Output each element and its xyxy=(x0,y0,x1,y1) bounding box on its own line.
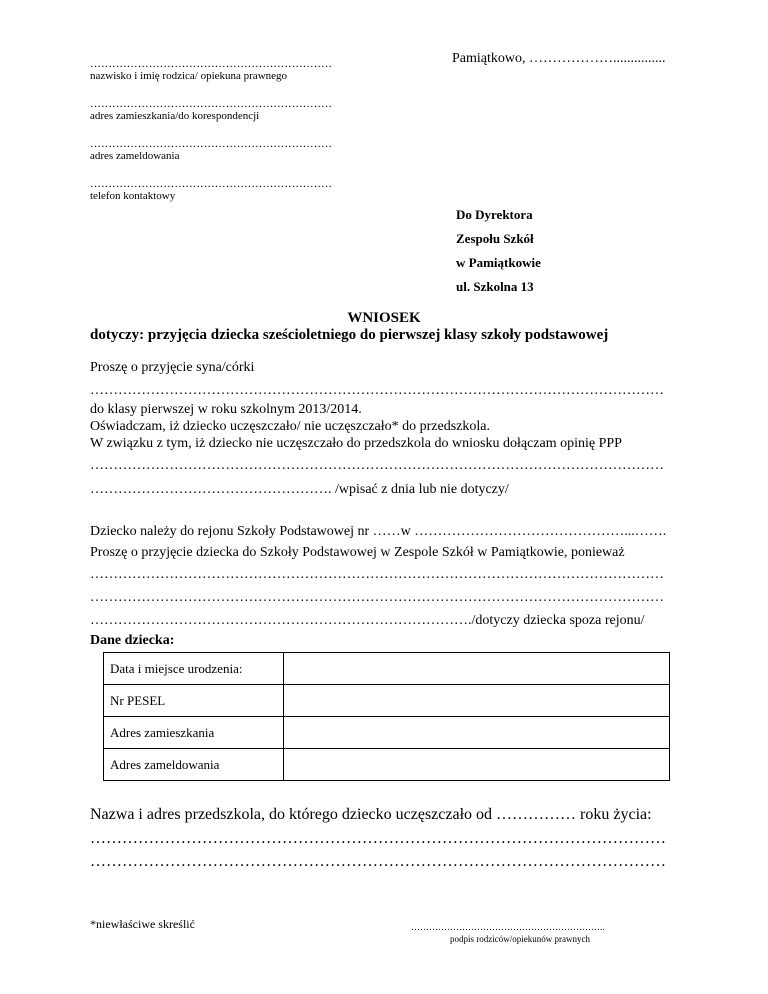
table-row xyxy=(104,653,670,685)
document-subtitle: dotyczy: przyjęcia dziecka sześcioletniego do pierwszej klasy szkoły podstawowej xyxy=(90,327,609,343)
document-title: WNIOSEK xyxy=(347,310,421,326)
phone-label: telefon kontaktowy xyxy=(90,190,176,202)
footnote-text: *niewłaściwe skreślić xyxy=(90,917,195,931)
district-line[interactable]: Dziecko należy do rejonu Szkoły Podstawowej nr ……w ………………………………………...……. xyxy=(90,524,667,539)
table-row xyxy=(104,717,670,749)
addressee-line-3: w Pamiątkowie xyxy=(456,255,541,270)
request-text: Proszę o przyjęcie syna/córki xyxy=(90,360,255,375)
table-row xyxy=(104,685,670,717)
pesel-field[interactable] xyxy=(284,685,670,717)
reason-text: Proszę o przyjęcie dziecka do Szkoły Podstawowej w Zespole Szkół w Pamiątkowie, ponieważ xyxy=(90,545,625,560)
signature-label: podpis rodziców/opiekunów prawnych xyxy=(450,934,590,944)
ppp-text: W związku z tym, iż dziecko nie uczęszczało do przedszkola do wniosku dołączam opinię PPP xyxy=(90,436,622,451)
preschool-dots-line-2[interactable]: ……………………………………………………………………………………………… xyxy=(90,853,666,870)
phone-line[interactable]: ………………………………………………………… xyxy=(90,178,332,190)
preschool-question[interactable]: Nazwa i adres przedszkola, do którego dziecko uczęszczało od …………… roku życia: xyxy=(90,806,652,823)
reason-dots-line-2[interactable]: …………………………………………………………………………………………………………… xyxy=(90,590,664,605)
child-data-table xyxy=(103,652,670,781)
registered-address-line[interactable]: ………………………………………………………… xyxy=(90,138,332,150)
class-year-text: do klasy pierwszej w roku szkolnym 2013/2014. xyxy=(90,402,362,417)
birth-date-place-label: Data i miejsce urodzenia: xyxy=(104,653,284,685)
child-address-field[interactable] xyxy=(284,717,670,749)
signature-line[interactable]: ……………………………………………………….. xyxy=(411,922,605,932)
parent-name-line[interactable]: ………………………………………………………… xyxy=(90,58,332,70)
table-row xyxy=(104,749,670,781)
ppp-fill-line[interactable]: ……………………………………………. /wpisać z dnia lub nie dotyczy/ xyxy=(90,482,509,497)
child-data-heading: Dane dziecka: xyxy=(90,633,175,648)
parent-name-label: nazwisko i imię rodzica/ opiekuna prawnego xyxy=(90,70,288,82)
child-name-line[interactable]: …………………………………………………………………………………………………………… xyxy=(90,383,664,398)
place-date[interactable]: Pamiątkowo, ………………............... xyxy=(452,51,666,66)
pesel-label: Nr PESEL xyxy=(104,685,284,717)
addressee-line-1: Do Dyrektora xyxy=(456,207,533,222)
child-address-label: Adres zamieszkania xyxy=(104,717,284,749)
preschool-dots-line-1[interactable]: ……………………………………………………………………………………………… xyxy=(90,830,666,847)
declaration-text: Oświadczam, iż dziecko uczęszczało/ nie uczęszczało* do przedszkola. xyxy=(90,419,490,434)
reason-dots-line-1[interactable]: …………………………………………………………………………………………………………… xyxy=(90,567,664,582)
child-registered-label: Adres zameldowania xyxy=(104,749,284,781)
addressee-line-4: ul. Szkolna 13 xyxy=(456,279,534,294)
ppp-dots-line[interactable]: …………………………………………………………………………………………………………… xyxy=(90,458,664,473)
child-registered-field[interactable] xyxy=(284,749,670,781)
registered-address-label: adres zameldowania xyxy=(90,150,180,162)
birth-date-place-field[interactable] xyxy=(284,653,670,685)
addressee-line-2: Zespołu Szkół xyxy=(456,231,534,246)
address-line[interactable]: ………………………………………………………… xyxy=(90,98,332,110)
address-label: adres zamieszkania/do korespondencji xyxy=(90,110,260,122)
reason-fill-line[interactable]: ………………………………………………………………………./dotyczy dziecka spoza rejonu/ xyxy=(90,613,645,628)
